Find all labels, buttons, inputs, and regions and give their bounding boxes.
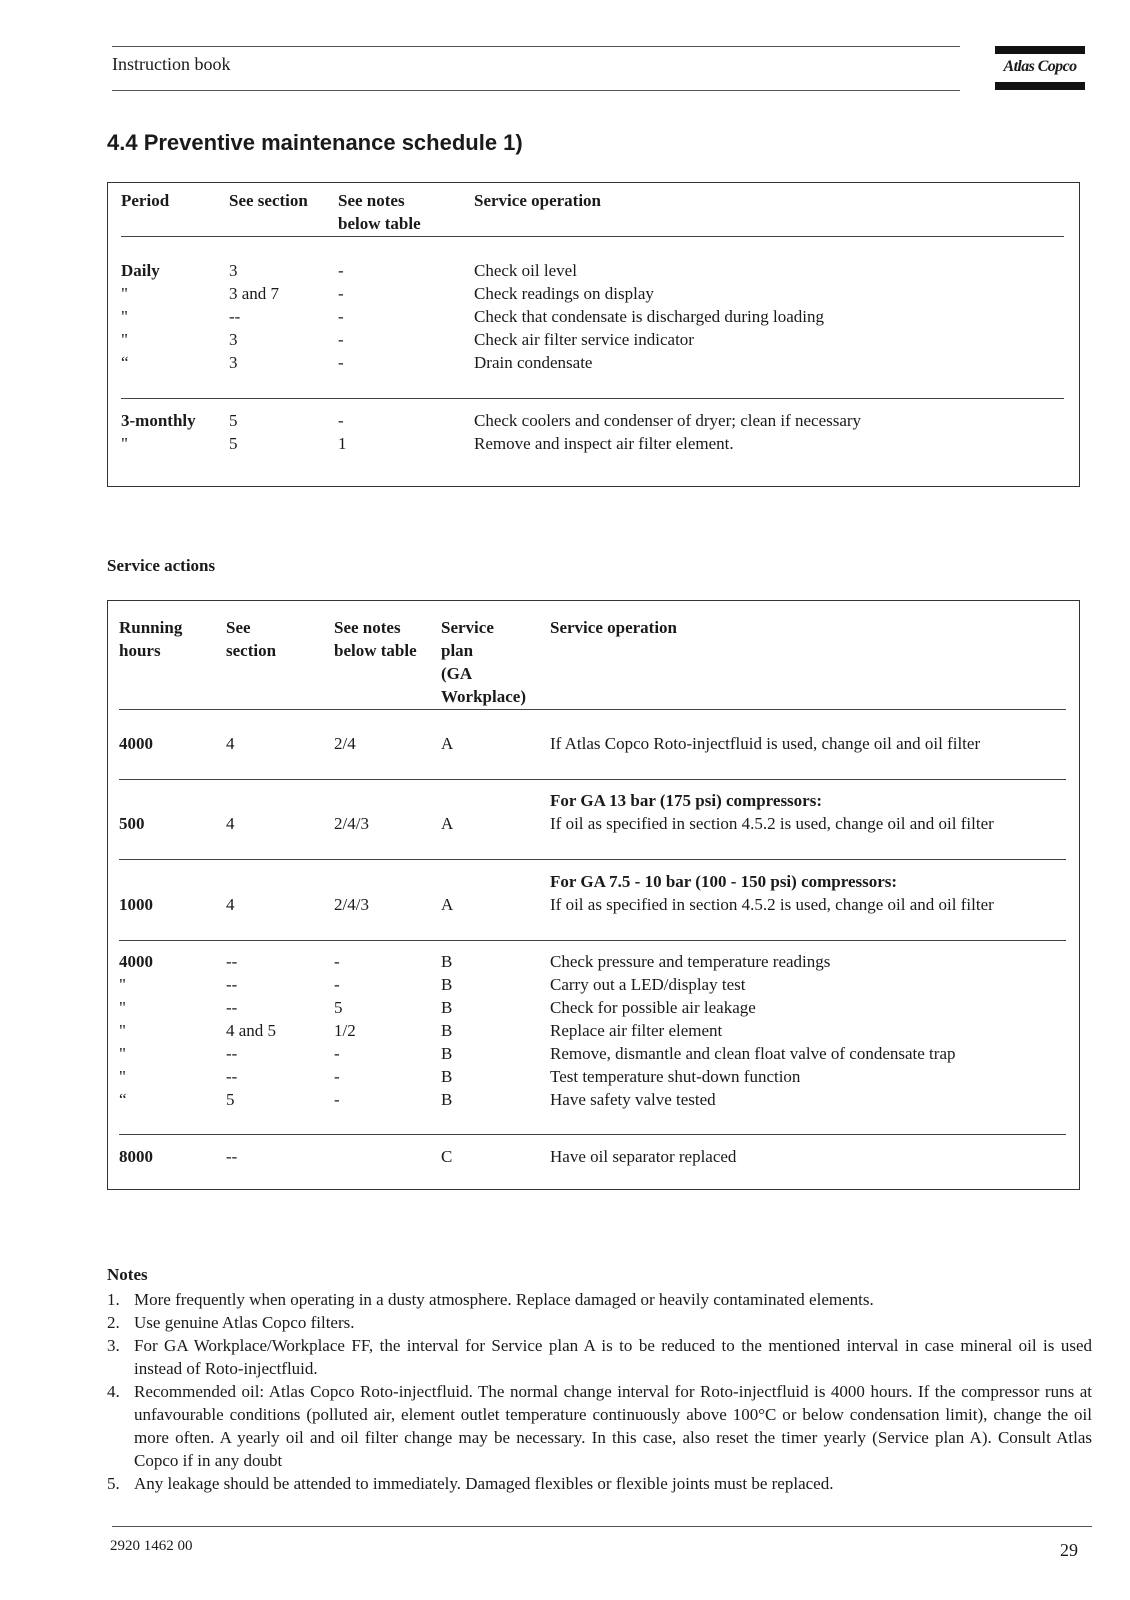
schedule-row-operation: Check oil level bbox=[474, 261, 577, 280]
note-number: 4. bbox=[107, 1382, 120, 1401]
schedule-row-section: 3 bbox=[229, 261, 238, 280]
actions-header-hours-line2: hours bbox=[119, 641, 161, 660]
actions-row-hours: “ bbox=[119, 1090, 127, 1109]
actions-row-plan: B bbox=[441, 1044, 453, 1063]
header-bottom-rule bbox=[112, 90, 960, 91]
actions-row-plan: A bbox=[441, 734, 454, 753]
actions-row-operation: If Atlas Copco Roto-injectfluid is used, change oil and oil filter bbox=[550, 734, 981, 753]
actions-row-notes: 2/4/3 bbox=[334, 814, 369, 833]
actions-group-heading: For GA 7.5 - 10 bar (100 - 150 psi) compressors: bbox=[550, 872, 898, 891]
schedule-table bbox=[107, 182, 1080, 487]
actions-row-hours: " bbox=[119, 975, 126, 994]
actions-row-operation: Remove, dismantle and clean float valve of condensate trap bbox=[550, 1044, 956, 1063]
note-item bbox=[107, 1472, 1092, 1495]
actions-row-operation: Check pressure and temperature readings bbox=[550, 952, 831, 971]
note-item bbox=[107, 1380, 1092, 1472]
actions-row-operation: If oil as specified in section 4.5.2 is used, change oil and oil filter bbox=[550, 814, 994, 833]
schedule-header-rule bbox=[121, 236, 1064, 237]
service-actions-table bbox=[107, 600, 1080, 1190]
schedule-row-operation: Check that condensate is discharged during loading bbox=[474, 307, 824, 326]
actions-row-plan: C bbox=[441, 1147, 453, 1166]
atlas-copco-logo bbox=[995, 46, 1085, 91]
actions-row-hours: 1000 bbox=[119, 895, 153, 914]
actions-header-section-line2: section bbox=[226, 641, 277, 660]
actions-row-plan: B bbox=[441, 952, 453, 971]
schedule-row-section: 3 bbox=[229, 353, 238, 372]
schedule-row-section: 3 bbox=[229, 330, 238, 349]
actions-row-plan: A bbox=[441, 895, 454, 914]
schedule-row-period: Daily bbox=[121, 261, 160, 280]
schedule-row-period: " bbox=[121, 284, 128, 303]
header-top-rule bbox=[112, 46, 960, 47]
actions-row-section: 4 and 5 bbox=[226, 1021, 277, 1040]
actions-header-section-line1: See bbox=[226, 618, 251, 637]
actions-row-section: -- bbox=[226, 1147, 238, 1166]
actions-row-plan: B bbox=[441, 998, 453, 1017]
logo-text: Atlas Copco bbox=[1003, 58, 1077, 75]
actions-row-operation: Replace air filter element bbox=[550, 1021, 723, 1040]
actions-group-rule bbox=[119, 1134, 1066, 1135]
schedule-header-notes-line1: See notes bbox=[338, 191, 405, 210]
actions-row-notes: - bbox=[334, 1090, 340, 1109]
actions-row-plan: B bbox=[441, 975, 453, 994]
actions-header-notes-line1: See notes bbox=[334, 618, 401, 637]
actions-header-plan-line1: Service bbox=[441, 618, 494, 637]
schedule-row-period: " bbox=[121, 307, 128, 326]
schedule-row-notes: - bbox=[338, 330, 344, 349]
actions-row-operation: If oil as specified in section 4.5.2 is used, change oil and oil filter bbox=[550, 895, 994, 914]
actions-row-section: -- bbox=[226, 1067, 238, 1086]
schedule-row-period: 3-monthly bbox=[121, 411, 196, 430]
actions-row-operation: Check for possible air leakage bbox=[550, 998, 756, 1017]
actions-row-notes: - bbox=[334, 975, 340, 994]
actions-row-notes: - bbox=[334, 1044, 340, 1063]
actions-header-plan-line4: Workplace) bbox=[441, 687, 526, 706]
note-number: 5. bbox=[107, 1474, 120, 1493]
schedule-header-period: Period bbox=[121, 191, 170, 210]
actions-row-hours: " bbox=[119, 1021, 126, 1040]
actions-row-hours: " bbox=[119, 1044, 126, 1063]
note-item bbox=[107, 1311, 1092, 1334]
schedule-row-notes: - bbox=[338, 353, 344, 372]
actions-header-operation: Service operation bbox=[550, 618, 677, 637]
actions-row-operation: Have safety valve tested bbox=[550, 1090, 716, 1109]
actions-row-notes: 2/4/3 bbox=[334, 895, 369, 914]
note-text: For GA Workplace/Workplace FF, the interval for Service plan A is to be reduced to the mentioned interval in case mineral oil is used instead of Roto-injectfluid. bbox=[134, 1336, 1092, 1378]
actions-row-section: 4 bbox=[226, 895, 235, 914]
actions-row-hours: 4000 bbox=[119, 952, 153, 971]
notes-title: Notes bbox=[107, 1265, 148, 1284]
actions-row-notes: 1/2 bbox=[334, 1021, 356, 1040]
actions-header-plan-line3: (GA bbox=[441, 664, 473, 683]
schedule-row-operation: Check coolers and condenser of dryer; clean if necessary bbox=[474, 411, 862, 430]
actions-header-notes-line2: below table bbox=[334, 641, 417, 660]
schedule-row-period: " bbox=[121, 330, 128, 349]
schedule-header-section: See section bbox=[229, 191, 308, 210]
note-item bbox=[107, 1334, 1092, 1380]
actions-row-operation: Carry out a LED/display test bbox=[550, 975, 746, 994]
actions-group-heading: For GA 13 bar (175 psi) compressors: bbox=[550, 791, 822, 810]
actions-row-hours: 8000 bbox=[119, 1147, 153, 1166]
note-text: Recommended oil: Atlas Copco Roto-injectfluid. The normal change interval for Roto-injectfluid is 4000 hours. If the compressor runs at unfavourable conditions (polluted air, element outlet temperature continuously above 100°C or below condensation limit), change the oil more often. A yearly oil and oil filter change may be necessary. In this case, also reset the timer yearly (Service plan A). Consult Atlas Copco if in any doubt bbox=[134, 1382, 1092, 1470]
actions-row-section: -- bbox=[226, 998, 238, 1017]
schedule-row-operation: Drain condensate bbox=[474, 353, 593, 372]
actions-row-notes: 2/4 bbox=[334, 734, 356, 753]
actions-row-operation: Have oil separator replaced bbox=[550, 1147, 737, 1166]
note-text: Any leakage should be attended to immediately. Damaged flexibles or flexible joints must be replaced. bbox=[134, 1474, 834, 1493]
schedule-group-rule bbox=[121, 398, 1064, 399]
actions-row-hours: 4000 bbox=[119, 734, 153, 753]
note-text: More frequently when operating in a dusty atmosphere. Replace damaged or heavily contaminated elements. bbox=[134, 1290, 874, 1309]
schedule-row-notes: - bbox=[338, 284, 344, 303]
schedule-row-period: " bbox=[121, 434, 128, 453]
actions-row-section: 4 bbox=[226, 814, 235, 833]
actions-row-section: -- bbox=[226, 952, 238, 971]
schedule-row-notes: - bbox=[338, 307, 344, 326]
actions-row-plan: A bbox=[441, 814, 454, 833]
actions-row-section: 4 bbox=[226, 734, 235, 753]
schedule-header-operation: Service operation bbox=[474, 191, 601, 210]
actions-row-hours: " bbox=[119, 998, 126, 1017]
actions-header-plan-line2: plan bbox=[441, 641, 474, 660]
actions-header-hours-line1: Running bbox=[119, 618, 183, 637]
schedule-row-operation: Check readings on display bbox=[474, 284, 654, 303]
schedule-row-operation: Check air filter service indicator bbox=[474, 330, 694, 349]
schedule-row-section: -- bbox=[229, 307, 241, 326]
actions-row-operation: Test temperature shut-down function bbox=[550, 1067, 801, 1086]
actions-group-rule bbox=[119, 940, 1066, 941]
service-actions-title: Service actions bbox=[107, 556, 216, 575]
footer-rule bbox=[112, 1526, 1092, 1527]
actions-row-notes: - bbox=[334, 952, 340, 971]
page-number: 29 bbox=[1060, 1540, 1078, 1560]
schedule-row-notes: 1 bbox=[338, 434, 347, 453]
actions-header-rule bbox=[119, 709, 1066, 710]
note-text: Use genuine Atlas Copco filters. bbox=[134, 1313, 355, 1332]
note-item bbox=[107, 1288, 1092, 1311]
schedule-row-section: 5 bbox=[229, 411, 238, 430]
actions-row-plan: B bbox=[441, 1090, 453, 1109]
schedule-header-notes-line2: below table bbox=[338, 214, 421, 233]
actions-row-notes: 5 bbox=[334, 998, 343, 1017]
schedule-row-section: 3 and 7 bbox=[229, 284, 280, 303]
header-label: Instruction book bbox=[112, 54, 231, 74]
actions-row-hours: 500 bbox=[119, 814, 145, 833]
actions-row-section: 5 bbox=[226, 1090, 235, 1109]
actions-row-notes: - bbox=[334, 1067, 340, 1086]
actions-row-section: -- bbox=[226, 1044, 238, 1063]
actions-group-rule bbox=[119, 859, 1066, 860]
schedule-row-notes: - bbox=[338, 411, 344, 430]
schedule-row-period: “ bbox=[121, 353, 129, 372]
schedule-row-operation: Remove and inspect air filter element. bbox=[474, 434, 734, 453]
document-code: 2920 1462 00 bbox=[110, 1538, 193, 1554]
note-number: 1. bbox=[107, 1290, 120, 1309]
actions-row-section: -- bbox=[226, 975, 238, 994]
actions-row-plan: B bbox=[441, 1021, 453, 1040]
note-number: 3. bbox=[107, 1336, 120, 1355]
schedule-row-notes: - bbox=[338, 261, 344, 280]
actions-row-plan: B bbox=[441, 1067, 453, 1086]
section-title: 4.4 Preventive maintenance schedule 1) bbox=[107, 130, 523, 155]
note-number: 2. bbox=[107, 1313, 120, 1332]
actions-row-hours: " bbox=[119, 1067, 126, 1086]
schedule-row-section: 5 bbox=[229, 434, 238, 453]
actions-group-rule bbox=[119, 779, 1066, 780]
